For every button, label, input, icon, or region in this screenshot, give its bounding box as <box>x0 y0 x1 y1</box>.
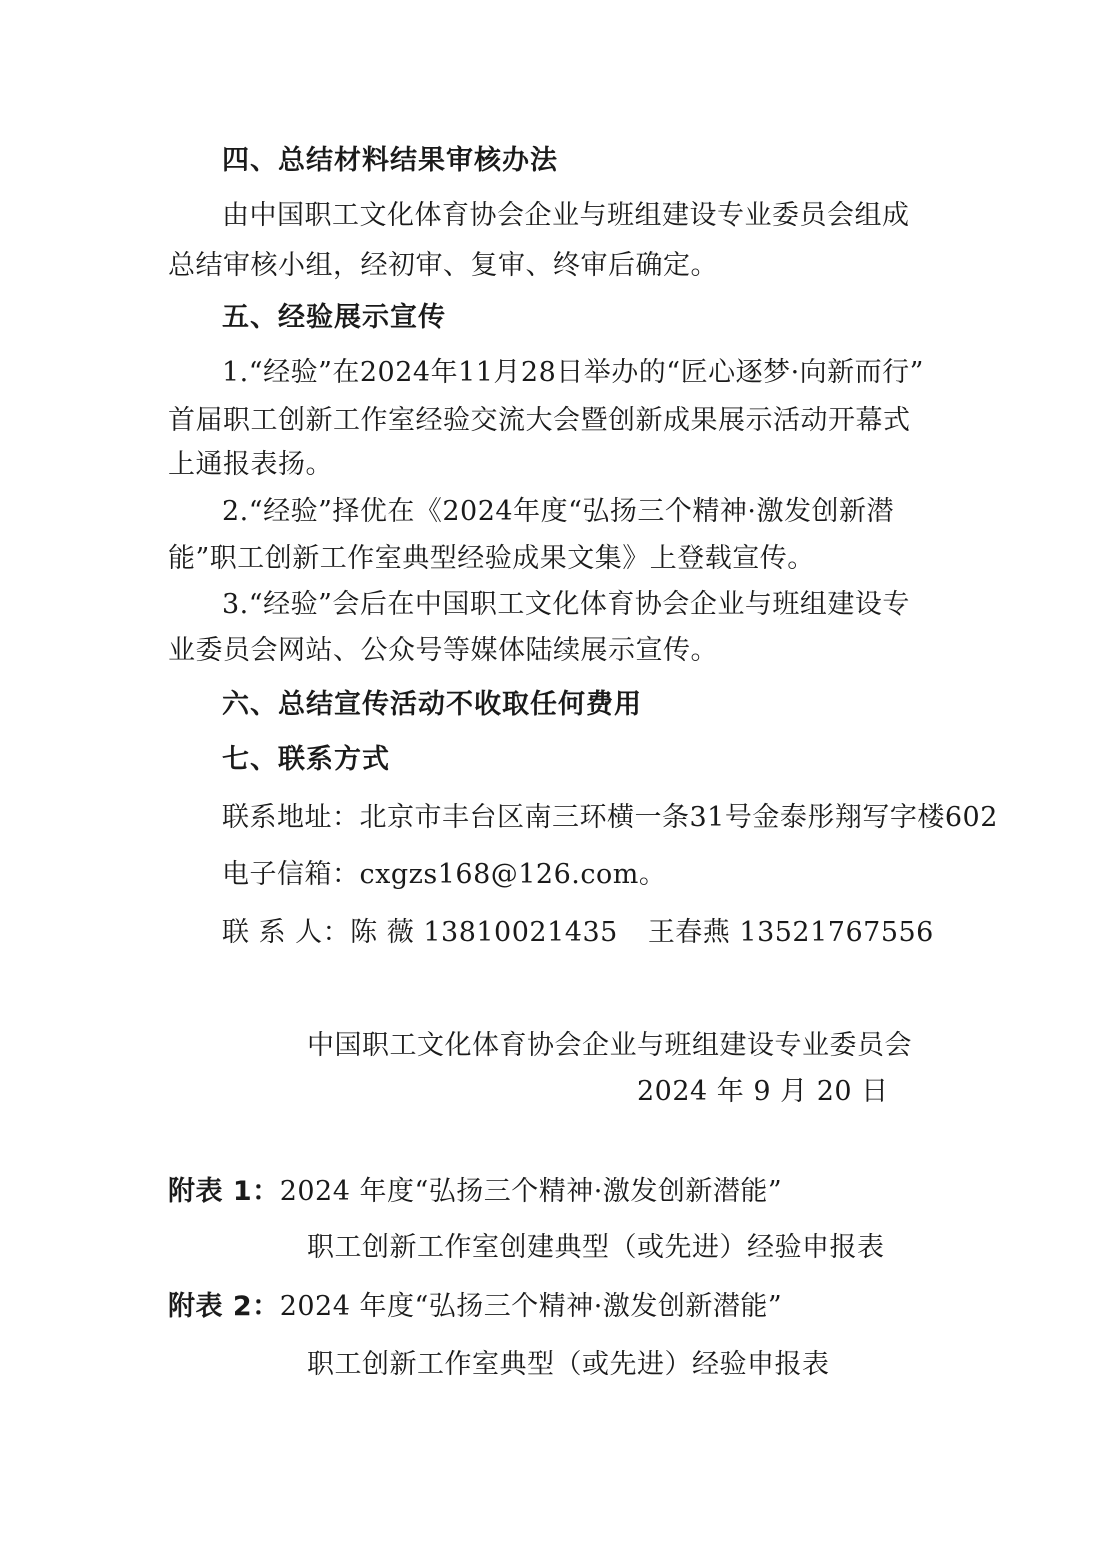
section4-para-line2: 总结审核小组，经初审、复审、终审后确定。 <box>168 250 718 281</box>
contact-person-1: 陈 薇 13810021435 <box>350 917 618 948</box>
section4-para-line1: 由中国职工文化体育协会企业与班组建设专业委员会组成 <box>222 200 910 231</box>
attachment-1-line1 <box>168 1174 782 1210</box>
signature-date: 2024 年 9 月 20 日 <box>637 1076 889 1107</box>
contact-person-label: 联 系 人： <box>222 917 351 948</box>
section5-item2-line2: 能”职工创新工作室典型经验成果文集》上登载宣传。 <box>168 543 815 574</box>
section5-item3-line1: 3.“经验”会后在中国职工文化体育协会企业与班组建设专 <box>222 589 910 620</box>
contact-email: 电子信箱：cxgzs168@126.com。 <box>222 859 667 890</box>
section7-heading: 七、联系方式 <box>222 744 390 775</box>
attachment-2-label: 附表 2： <box>168 1291 280 1322</box>
section5-item2-line1: 2.“经验”择优在《2024年度“弘扬三个精神·激发创新潜 <box>222 496 894 527</box>
section5-item1-line1: 1.“经验”在2024年11月28日举办的“匠心逐梦·向新而行” <box>222 357 924 388</box>
attachment-2-line1 <box>168 1289 782 1325</box>
attachment-2-title-line1: 2024 年度“弘扬三个精神·激发创新潜能” <box>279 1291 783 1322</box>
contact-person-row <box>222 915 934 951</box>
section5-heading: 五、经验展示宣传 <box>222 302 446 333</box>
contact-person-2: 王春燕 13521767556 <box>647 917 934 948</box>
attachment-1-label: 附表 1： <box>168 1176 280 1207</box>
attachment-1-title-line1: 2024 年度“弘扬三个精神·激发创新潜能” <box>279 1176 783 1207</box>
section5-item1-line2: 首届职工创新工作室经验交流大会暨创新成果展示活动开幕式 <box>168 405 911 436</box>
section5-item3-line2: 业委员会网站、公众号等媒体陆续展示宣传。 <box>168 635 718 666</box>
attachment-2-title-line2: 职工创新工作室典型（或先进）经验申报表 <box>307 1349 830 1380</box>
section5-item1-line3: 上通报表扬。 <box>168 449 333 480</box>
signature-org: 中国职工文化体育协会企业与班组建设专业委员会 <box>307 1030 912 1061</box>
section4-heading: 四、总结材料结果审核办法 <box>222 145 558 176</box>
attachment-1-title-line2: 职工创新工作室创建典型（或先进）经验申报表 <box>307 1232 885 1263</box>
section6-heading: 六、总结宣传活动不收取任何费用 <box>222 689 642 720</box>
contact-address: 联系地址：北京市丰台区南三环横一条31号金泰彤翔写字楼602 <box>222 802 998 833</box>
